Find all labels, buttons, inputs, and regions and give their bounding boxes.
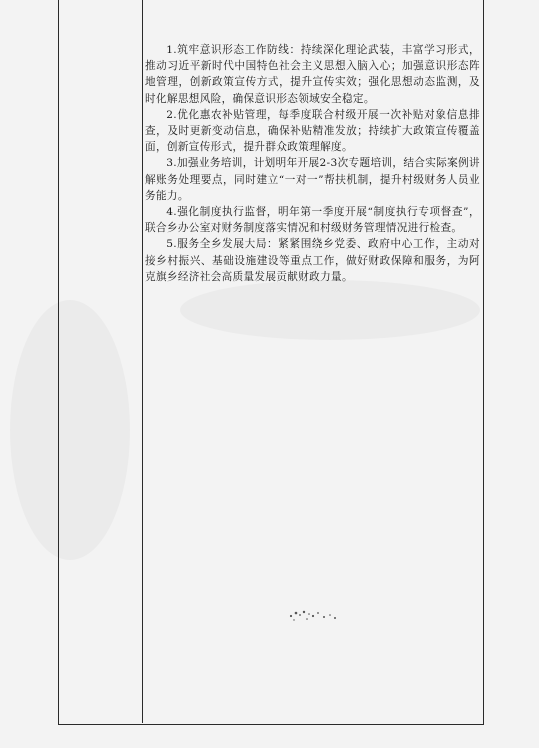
table-column-divider — [142, 0, 143, 723]
paragraph-2: 2.优化惠农补贴管理，每季度联合村级开展一次补贴对象信息排查，及时更新变动信息，确保补贴精准发放；持续扩大政策宣传覆盖面，创新宣传形式，提升群众政策理解度。 — [145, 108, 480, 154]
paragraph-3: 3.加强业务培训，计划明年开展2-3次专题培训，结合实际案例讲解账务处理要点，同时建立“一对一”帮扶机制，提升村级财务人员业务能力。 — [145, 157, 480, 202]
stamp-residue-marks — [285, 604, 345, 624]
paragraph-5: 5.服务全乡发展大局：紧紧围绕乡党委、政府中心工作，主动对接乡村振兴、基础设施建设等重点工作，做好财政保障和服务，为阿克旗乡经济社会高质量发展贡献财政力量。 — [145, 238, 480, 283]
paragraph-4: 4.强化制度执行监督，明年第一季度开展“制度执行专项督查”，联合乡办公室对财务制度落实情况和村级财务管理情况进行检查。 — [145, 206, 480, 235]
table-content-cell — [145, 42, 480, 285]
paragraph-1: 1.筑牢意识形态工作防线：持续深化理论武装，丰富学习形式，推动习近平新时代中国特色社会主义思想入脑入心；加强意识形态阵地管理，创新政策宣传方式，提升宣传实效；强化思想动态监测，及时化解思想风险，确保意识形态领域安全稳定。 — [145, 44, 480, 105]
